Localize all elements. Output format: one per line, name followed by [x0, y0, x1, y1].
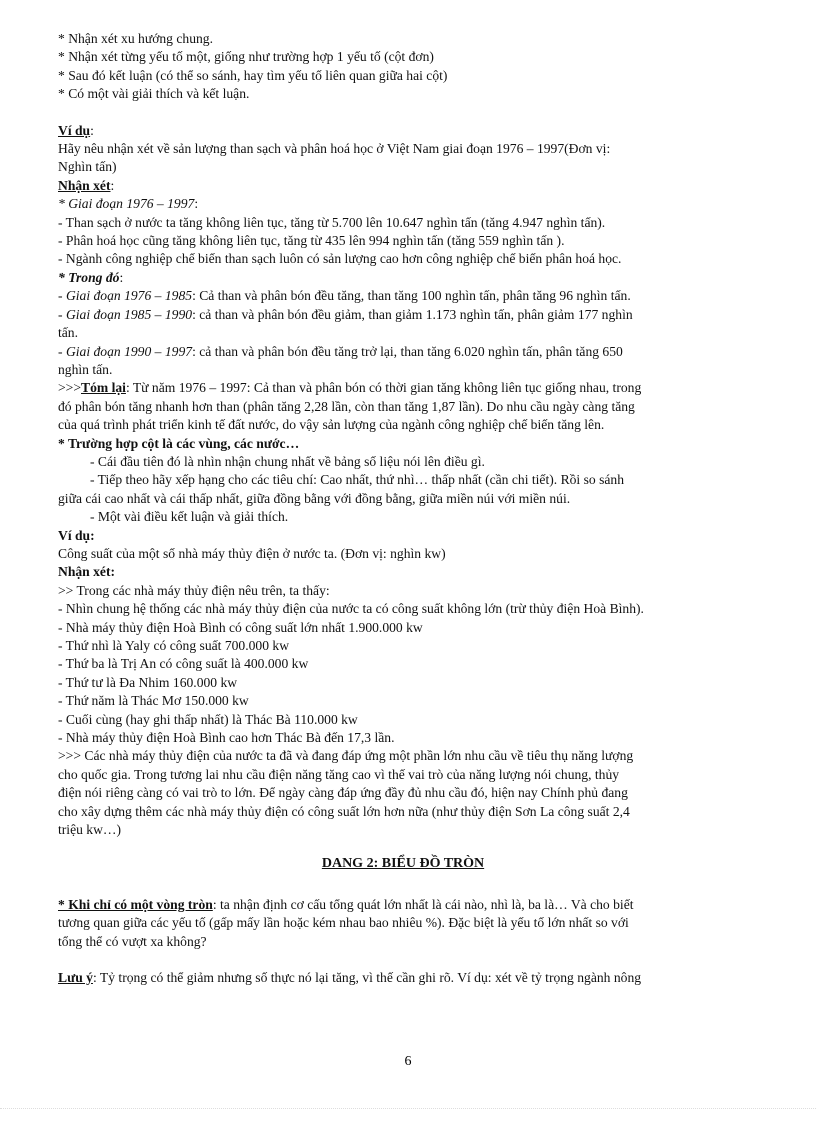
summary-line: >>>Tóm lại: Từ năm 1976 – 1997: Cả than và phân bón có thời gian tăng không liên tục giống nhau, trong: [58, 380, 642, 396]
remark-label: Nhận xét:: [58, 177, 115, 193]
remark-line: - Thứ ba là Trị An có công suất là 400.000 kw: [58, 656, 309, 672]
remark-line: - Thứ năm là Thác Mơ 150.000 kw: [58, 693, 249, 709]
example-label: Ví dụ:: [58, 122, 94, 138]
case-item: - Cái đầu tiên đó là nhìn nhận chung nhất về bảng số liệu nói lên điều gì.: [90, 453, 485, 469]
section-heading: DANG 2: BIỂU ĐỒ TRÒN: [321, 856, 485, 872]
case-heading: * Trường hợp cột là các vùng, các nước…: [58, 435, 300, 451]
circle-note: * Khi chỉ có một vòng tròn: ta nhận định cơ cấu tổng quát lớn nhất là cái nào, nhì là, ba là… Và cho biết: [58, 896, 634, 912]
remark-label: Nhận xét:: [58, 564, 116, 580]
remark-line: - Cuối cùng (hay ghi thấp nhất) là Thác Bà 110.000 kw: [58, 711, 358, 727]
bullet-line: - Ngành công nghiệp chế biến than sạch luôn có sản lượng cao hơn công nghiệp chế biến phân hoá học.: [58, 251, 622, 267]
case-item: - Tiếp theo hãy xếp hạng cho các tiêu chí: Cao nhất, thứ nhì… thấp nhất (cần chi tiết). Rồi so sánh: [90, 472, 625, 488]
sub-period: - Giai đoạn 1976 – 1985: Cả than và phân bón đều tăng, than tăng 100 nghìn tấn, phân tăng 96 nghìn tấn.: [58, 288, 631, 304]
remark-line: - Nhìn chung hệ thống các nhà máy thủy điện của nước ta có công suất không lớn (trừ thủy điện Hoà Bình).: [58, 601, 644, 617]
sub-heading: * Trong đó:: [58, 269, 124, 285]
remark-line: - Thứ nhì là Yaly có công suất 700.000 kw: [58, 638, 290, 653]
sub-period: - Giai đoạn 1990 – 1997: cả than và phân bón đều tăng trở lại, than tăng 6.020 nghìn tấn, phân tăng 650: [58, 343, 623, 359]
conclusion-line: triệu kw…): [58, 822, 122, 838]
summary-line: đó phân bón tăng nhanh hơn than (phân tăng 2,28 lần, còn than tăng 1,87 lần). Do nhu cầu ngày càng tăng: [58, 398, 635, 414]
intro-line: * Có một vài giải thích và kết luận.: [58, 86, 250, 102]
intro-line: * Nhận xét xu hướng chung.: [58, 31, 214, 46]
example-question: Nghìn tấn): [58, 159, 117, 175]
document-page: [58, 30, 748, 988]
remark-lead: >> Trong các nhà máy thủy điện nêu trên, ta thấy:: [58, 582, 330, 598]
example-question: Hãy nêu nhận xét về sản lượng than sạch và phân hoá học ở Việt Nam giai đoạn 1976 – 1997(Đơn vị:: [58, 141, 611, 157]
summary-line: của quá trình phát triển kinh tế đất nước, do vậy sản lượng của ngành công nghiệp chế biến tăng lên.: [58, 417, 605, 433]
conclusion-line: điện nói riêng càng có vai trò to lớn. Để ngày càng đáp ứng đầy đủ nhu cầu đó, hiện nay Chính phủ đang: [58, 785, 628, 801]
circle-note: tương quan giữa các yếu tố (gấp mấy lần hoặc kém nhau bao nhiêu %). Đặc biệt là yếu tố lớn nhất so với: [58, 915, 629, 931]
case-item-cont: giữa cái cao nhất và cái thấp nhất, giữa đồng bằng với đồng bằng, giữa miền núi với miền núi.: [58, 490, 571, 506]
page-number: 6: [404, 1054, 412, 1069]
circle-note: tổng thể có vượt xa không?: [58, 933, 207, 949]
remark-line: - Nhà máy thủy điện Hoà Bình có công suất lớn nhất 1.900.000 kw: [58, 619, 423, 635]
intro-line: * Sau đó kết luận (có thể so sánh, hay tìm yếu tố liên quan giữa hai cột): [58, 67, 448, 83]
example-label: Ví dụ:: [58, 527, 95, 543]
intro-line: * Nhận xét từng yếu tố một, giống như trường hợp 1 yếu tố (cột đơn): [58, 49, 434, 65]
remark-line: - Nhà máy thủy điện Hoà Bình cao hơn Thác Bà đến 17,3 lần.: [58, 730, 395, 746]
note-line: Lưu ý: Tỷ trọng có thể giảm nhưng số thực nó lại tăng, vì thế cần ghi rõ. Ví dụ: xét về tỷ trọng ngành nông: [58, 970, 642, 986]
period-heading: * Giai đoạn 1976 – 1997:: [58, 196, 199, 212]
example-question: Công suất của một số nhà máy thủy điện ở nước ta. (Đơn vị: nghìn kw): [58, 545, 446, 561]
conclusion-line: cho xây dựng thêm các nhà máy thủy điện có công suất lớn hơn nữa (như thủy điện Sơn La công suất 2,4: [58, 803, 630, 819]
conclusion-line: cho quốc gia. Trong tương lai nhu cầu điện năng tăng cao vì thế vai trò của năng lượng nói chung, thủy: [58, 766, 620, 782]
sub-period: - Giai đoạn 1985 – 1990: cả than và phân bón đều giảm, than giảm 1.173 nghìn tấn, phân giảm 177 nghìn: [58, 306, 633, 322]
bullet-line: - Than sạch ở nước ta tăng không liên tục, tăng từ 5.700 lên 10.647 nghìn tấn (tăng 4.947 nghìn tấn).: [58, 214, 606, 230]
sub-period-cont: nghìn tấn.: [58, 361, 113, 377]
page-bottom-divider: [0, 1108, 816, 1109]
conclusion-line: >>> Các nhà máy thủy điện của nước ta đã và đang đáp ứng một phần lớn nhu cầu về tiêu thụ năng lượng: [58, 748, 634, 764]
sub-period-cont: tấn.: [58, 325, 79, 341]
case-item: - Một vài điều kết luận và giải thích.: [90, 509, 289, 525]
remark-line: - Thứ tư là Đa Nhim 160.000 kw: [58, 674, 238, 690]
bullet-line: - Phân hoá học cũng tăng không liên tục, tăng từ 435 lên 994 nghìn tấn (tăng 559 nghìn tấn ).: [58, 233, 565, 249]
